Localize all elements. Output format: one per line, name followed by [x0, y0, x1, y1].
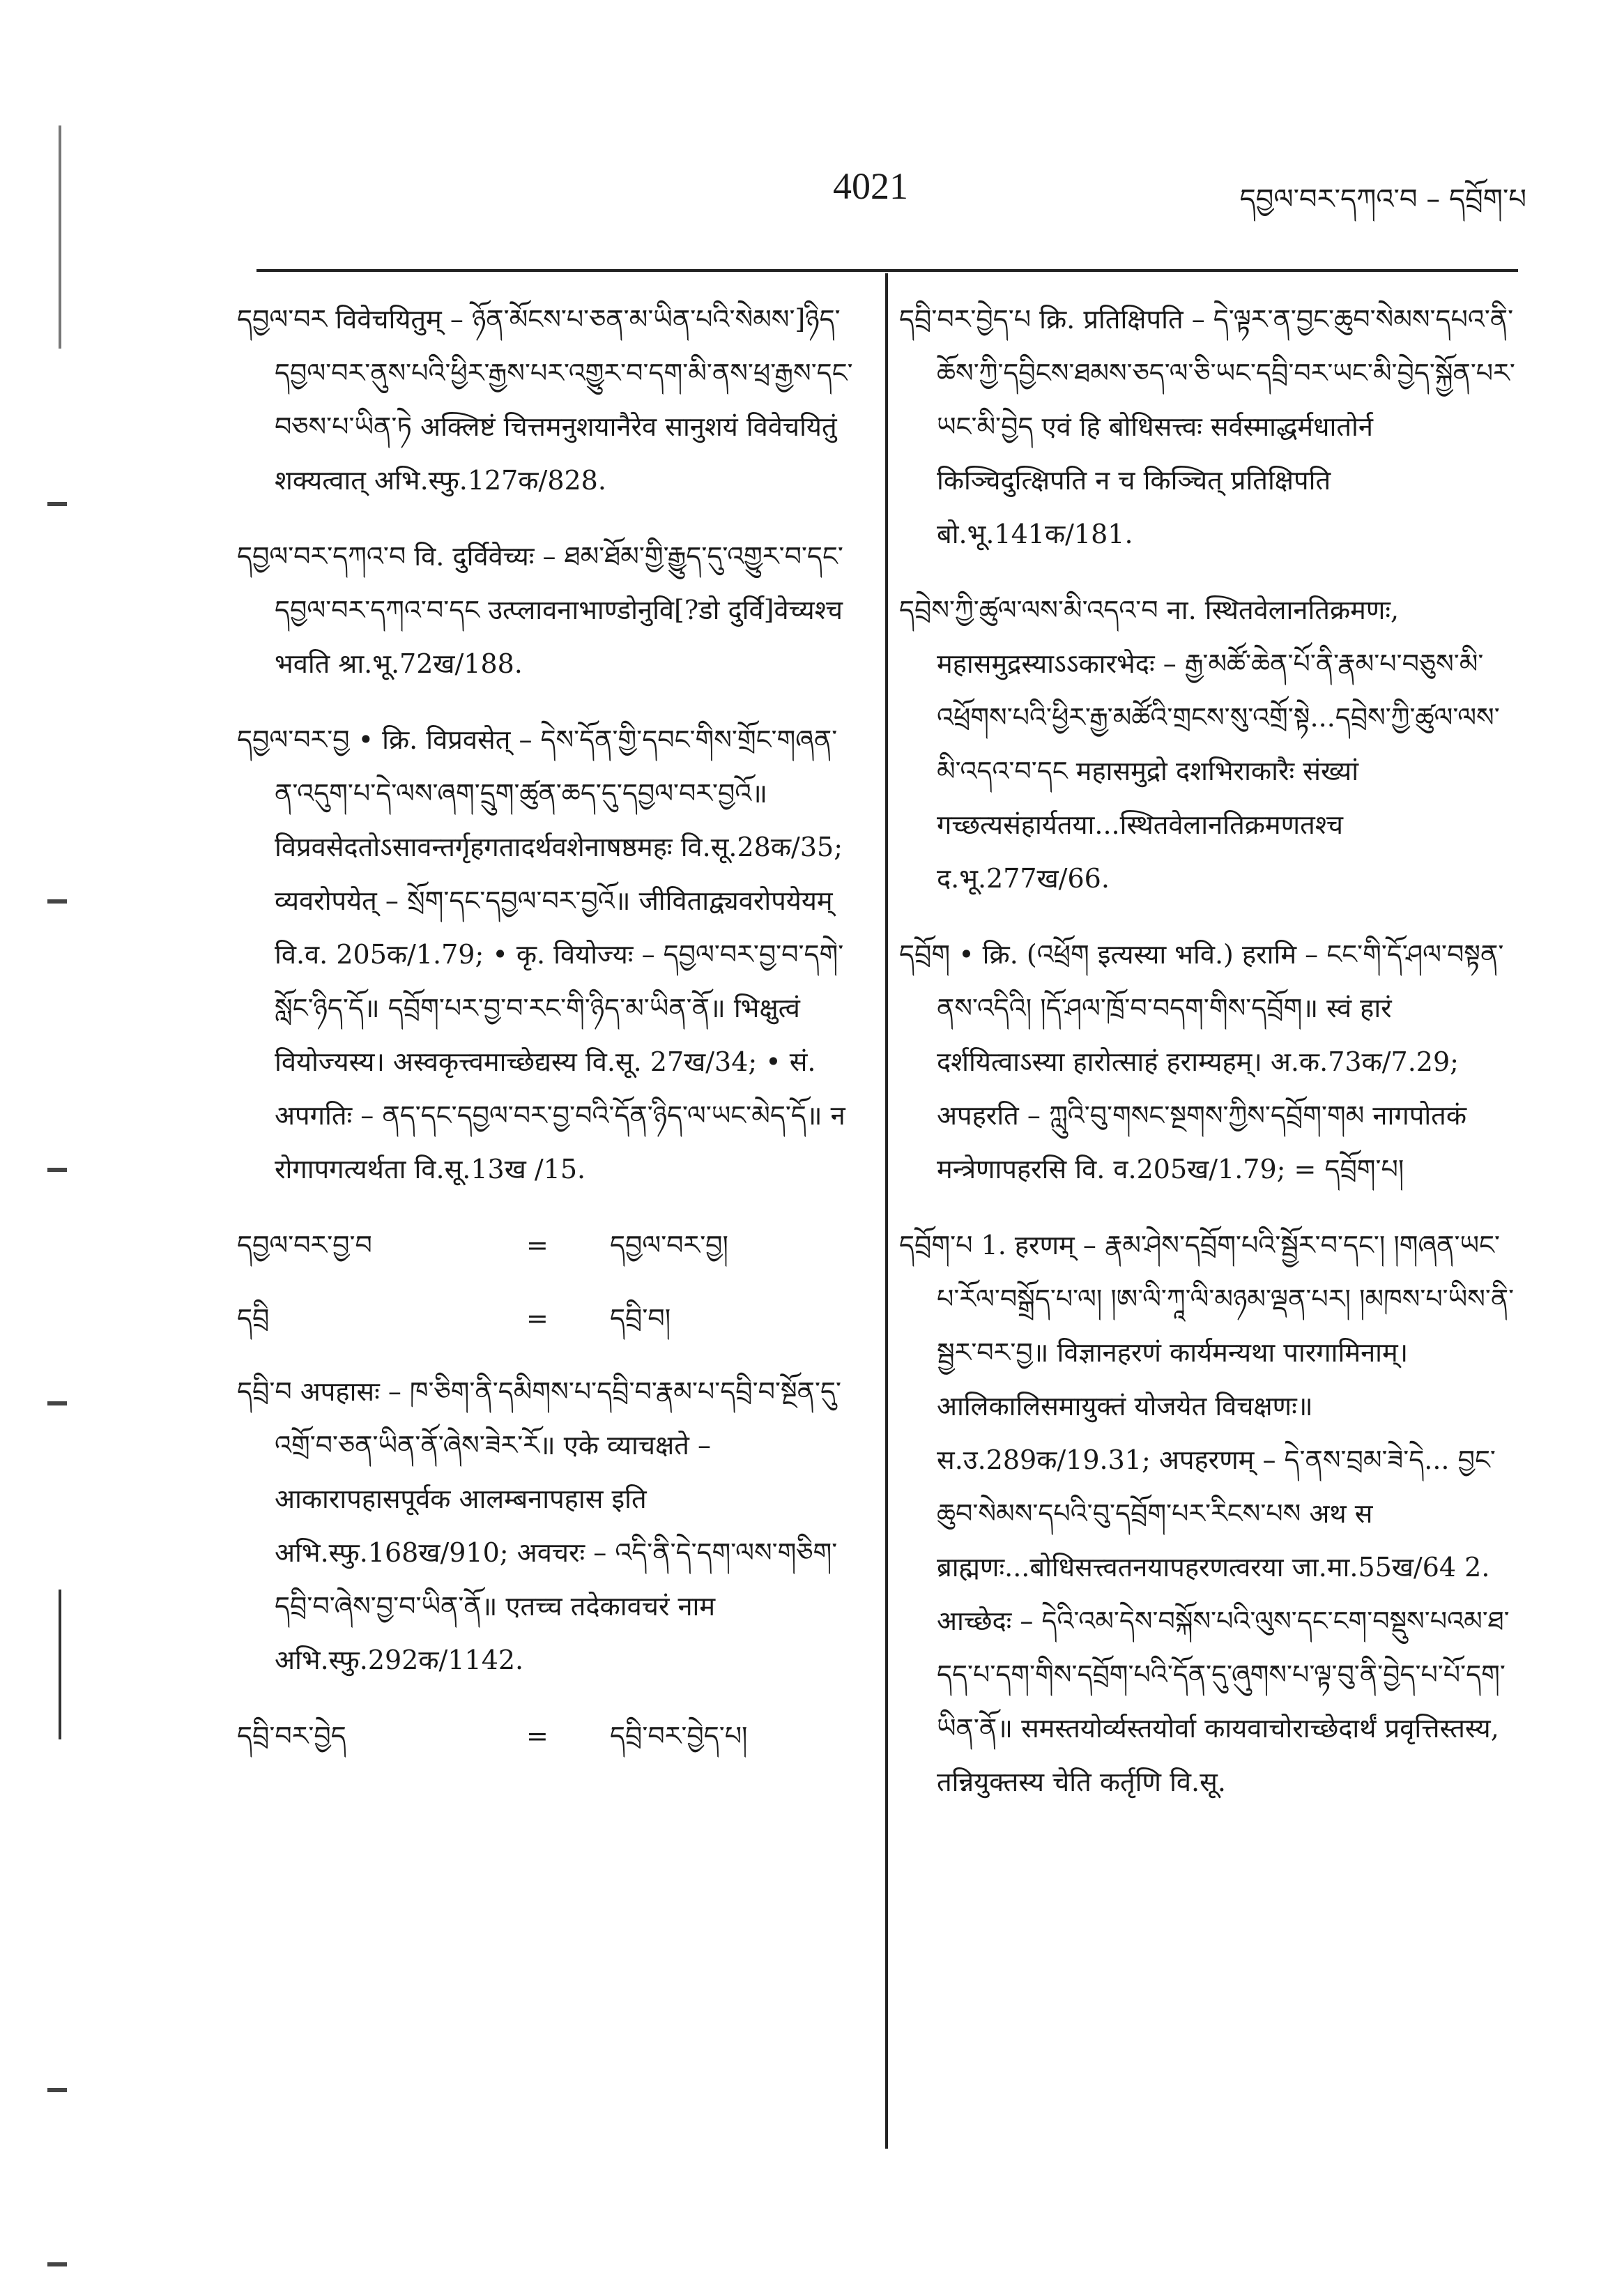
cross-reference-headword: དབྲི	[237, 1303, 270, 1334]
running-head: དབྱལ་བར་དཀའ་བ – དབྲོག་པ	[1239, 183, 1526, 215]
dictionary-entry: དབྱལ་བར་བྱ • क्रि. विप्रवसेत् – དེས་དོན་གྱི་དབང་གིས་གྲོང་གཞན་ན་འདུག་པ་དེ་ལས་ཞག་དྲུག་ཚུན་ཆད་དུ་དབྱལ་བར་བྱའོ॥ विप्रवसेदतोऽसावन्तर्गृहगतादर्थवशेनाषष्ठमहः वि.सू.28क/35; व्यवरोपयेत् – སྲོག་དང་དབྱལ་བར་བྱའོ॥ जीविताद्व्यवरोपयेयम् वि.व. 205क/1.79; • कृ. वियोज्यः – དབྱལ་བར་བྱ་བ་དགེ་སློང་ཉིད་དོ॥ དབྲོག་པར་བྱ་བ་རང་གི་ཉིད་མ་ཡིན་ནོ॥ भिक्षुत्वं वियोज्यस्य। अस्वकृत्त्वमाच्छेद्यस्य वि.सू. 27ख/34; • सं. अपगतिः – ནད་དང་དབྱལ་བར་བྱ་བའི་དོན་ཉིད་ལ་ཡང་མེད་དོ॥ न रोगापगत्यर्थता वि.सू.13ख /15.	[237, 724, 845, 1184]
equals-sign: =	[526, 1303, 549, 1334]
scan-edge-mark	[59, 125, 61, 349]
column-divider	[885, 273, 888, 2149]
scan-edge-dot	[47, 2262, 67, 2266]
header-rule	[256, 269, 1518, 272]
dictionary-entry: དབྲོག • क्रि. (འཕྲོག इत्यस्या भवि.) हरामि – ངང་གི་དོ་ཤལ་བསྟན་ནས་འདིའི། །དོ་ཤལ་ཁྲོ་བ་བདག་གིས་དབྲོག॥ स्वं हारं दर्शयित्वाऽस्या हारोत्साहं हराम्यहम्। अ.क.73क/7.29; अपहरति – ཀླུའི་བུ་གསང་སྔགས་ཀྱིས་དབྲོག་གམ नागपोतकं मन्त्रेणापहरसि वि. व.205ख/1.79; = དབྲོག་པ།	[899, 939, 1504, 1184]
dictionary-entry: དབྱལ་བར विवेचयितुम् – ཉོན་མོངས་པ་ཅན་མ་ཡིན་པའི་སེམས་]ཉིད་དབྱལ་བར་ནུས་པའི་ཕྱིར་རྒྱས་པར་འགྱུར་བ་དག་མི་ནས་ཕྲ་རྒྱས་དང་བཅས་པ་ཡིན་ཏེ अक्लिष्टं चित्तमनुशयानैरेव सानुशयं विवेचयितुं शक्यत्वात् अभि.स्फु.127क/828.	[237, 304, 853, 496]
scan-edge-dot	[47, 899, 67, 904]
scan-edge-dot	[47, 502, 67, 506]
left-column	[237, 293, 857, 1783]
dictionary-entry: དབྲེས་ཀྱི་ཚུལ་ལས་མི་འདའ་བ ना. स्थितवेलानतिक्रमणः, महासमुद्रस्याऽऽकारभेदः – རྒྱ་མཚོ་ཆེན་པོ་ནི་རྣམ་པ་བཅུས་མི་འཕྲོགས་པའི་ཕྱིར་རྒྱ་མཚོའི་གྲངས་སུ་འགྲོ་སྟེ...དབྲེས་ཀྱི་ཚུལ་ལས་མི་འདའ་བ་དང महासमुद्रो दशभिराकारैः संख्यां गच्छत्यसंहार्यतया...स्थितवेलानतिक्रमणतश्च द.भू.277ख/66.	[899, 595, 1500, 894]
scan-edge-mark	[59, 1590, 61, 1739]
cross-reference-target: དབྲི་བར་བྱེད་པ།	[610, 1721, 748, 1751]
cross-reference	[237, 1292, 857, 1346]
equals-sign: =	[526, 1230, 549, 1260]
right-column	[899, 293, 1519, 1831]
dictionary-entry: དབྲི་བར་བྱེད་པ क्रि. प्रतिक्षिपति – དེ་ལྟར་ན་བྱང་ཆུབ་སེམས་དཔའ་ནི་ཆོས་ཀྱི་དབྱིངས་ཐམས་ཅད་ལ་ཅི་ཡང་དབྲི་བར་ཡང་མི་བྱེད་སྐྱོན་པར་ཡང་མི་བྱེད एवं हि बोधिसत्त्वः सर्वस्माद्धर्मधातोर्न किञ्चिदुत्क्षिपति न च किञ्चित् प्रतिक्षिपति बो.भू.141क/181.	[899, 304, 1515, 549]
cross-reference-headword: དབྲི་བར་བྱེད	[237, 1721, 346, 1751]
cross-reference-headword: དབྱལ་བར་བྱ་བ	[237, 1230, 372, 1260]
page-number: 4021	[833, 165, 908, 207]
dictionary-entry: དབྲོག་པ 1. हरणम् – རྣམ་ཤེས་དབྲོག་པའི་སྦྱོར་བ་དང་། །གཞན་ཡང་པ་རོལ་བསྒྲོད་པ་ལ། །ཨ་ལི་ཀཱ་ལི་མཉམ་ལྡན་པར། །མཁས་པ་ཡིས་ནི་སྦྱར་བར་བྱ॥ विज्ञानहरणं कार्यमन्यथा पारगामिनाम्। आलिकालिसमायुक्तं योजयेत विचक्षणः॥ स.उ.289क/19.31; अपहरणम् – དེ་ནས་བྲམ་ཟེ་དེ... བྱང་ཆུབ་སེམས་དཔའི་བུ་དབྲོག་པར་རིངས་པས अथ स ब्राह्मणः...बोधिसत्त्वतनयापहरणत्वरया जा.मा.55ख/64 2. आच्छेदः – དེའི་འམ་དེས་བསྐོས་པའི་ལུས་དང་ངག་བསྡུས་པའམ་ཐ་དད་པ་དག་གིས་དབྲོག་པའི་དོན་དུ་ཞུགས་པ་ལྟ་བུ་ནི་བྱེད་པ་པོ་དག་ཡིན་ནོ॥ समस्तयोर्व्यस्तयोर्वा कायवाचोराच्छेदार्थं प्रवृत्तिस्तस्य, तन्नियुक्तस्य चेति कर्तृणि वि.सू.	[899, 1230, 1515, 1797]
equals-sign: =	[526, 1721, 549, 1751]
dictionary-entry: དབྱལ་བར་དཀའ་བ वि. दुर्विवेच्यः – ཐམ་ཐོམ་གྱི་རྒྱུད་དུ་འགྱུར་བ་དང་དབྱལ་བར་དཀའ་བ་དང उत्प्लावनाभाण्डोनुवि[?डो दुर्वि]वेच्यश्च भवति श्रा.भू.72ख/188.	[237, 541, 843, 679]
cross-reference-target: དབྱལ་བར་བྱ།	[610, 1230, 728, 1260]
scan-edge-dot	[47, 1401, 67, 1405]
cross-reference	[237, 1709, 857, 1763]
scan-edge-dot	[47, 2088, 67, 2092]
scan-edge-dot	[47, 1168, 67, 1172]
cross-reference	[237, 1219, 857, 1272]
cross-reference-target: དབྲི་བ།	[610, 1303, 671, 1334]
dictionary-entry: དབྲི་བ अपहासः – ཁ་ཅིག་ནི་དམིགས་པ་དབྲི་བ་རྣམ་པ་དབྲི་བ་སྔོན་དུ་འགྲོ་བ་ཅན་ཡིན་ནོ་ཞེས་ཟེར་རོ॥ एके व्याचक्षते – आकारापहासपूर्वक आलम्बनापहास इति अभि.स्फु.168ख/910; अवचरः – འདི་ནི་དེ་དག་ལས་གཅིག་དབྲི་བ་ཞེས་བྱ་བ་ཡིན་ནོ॥ एतच्च तदेकावचरं नाम अभि.स्फु.292क/1142.	[237, 1376, 841, 1675]
